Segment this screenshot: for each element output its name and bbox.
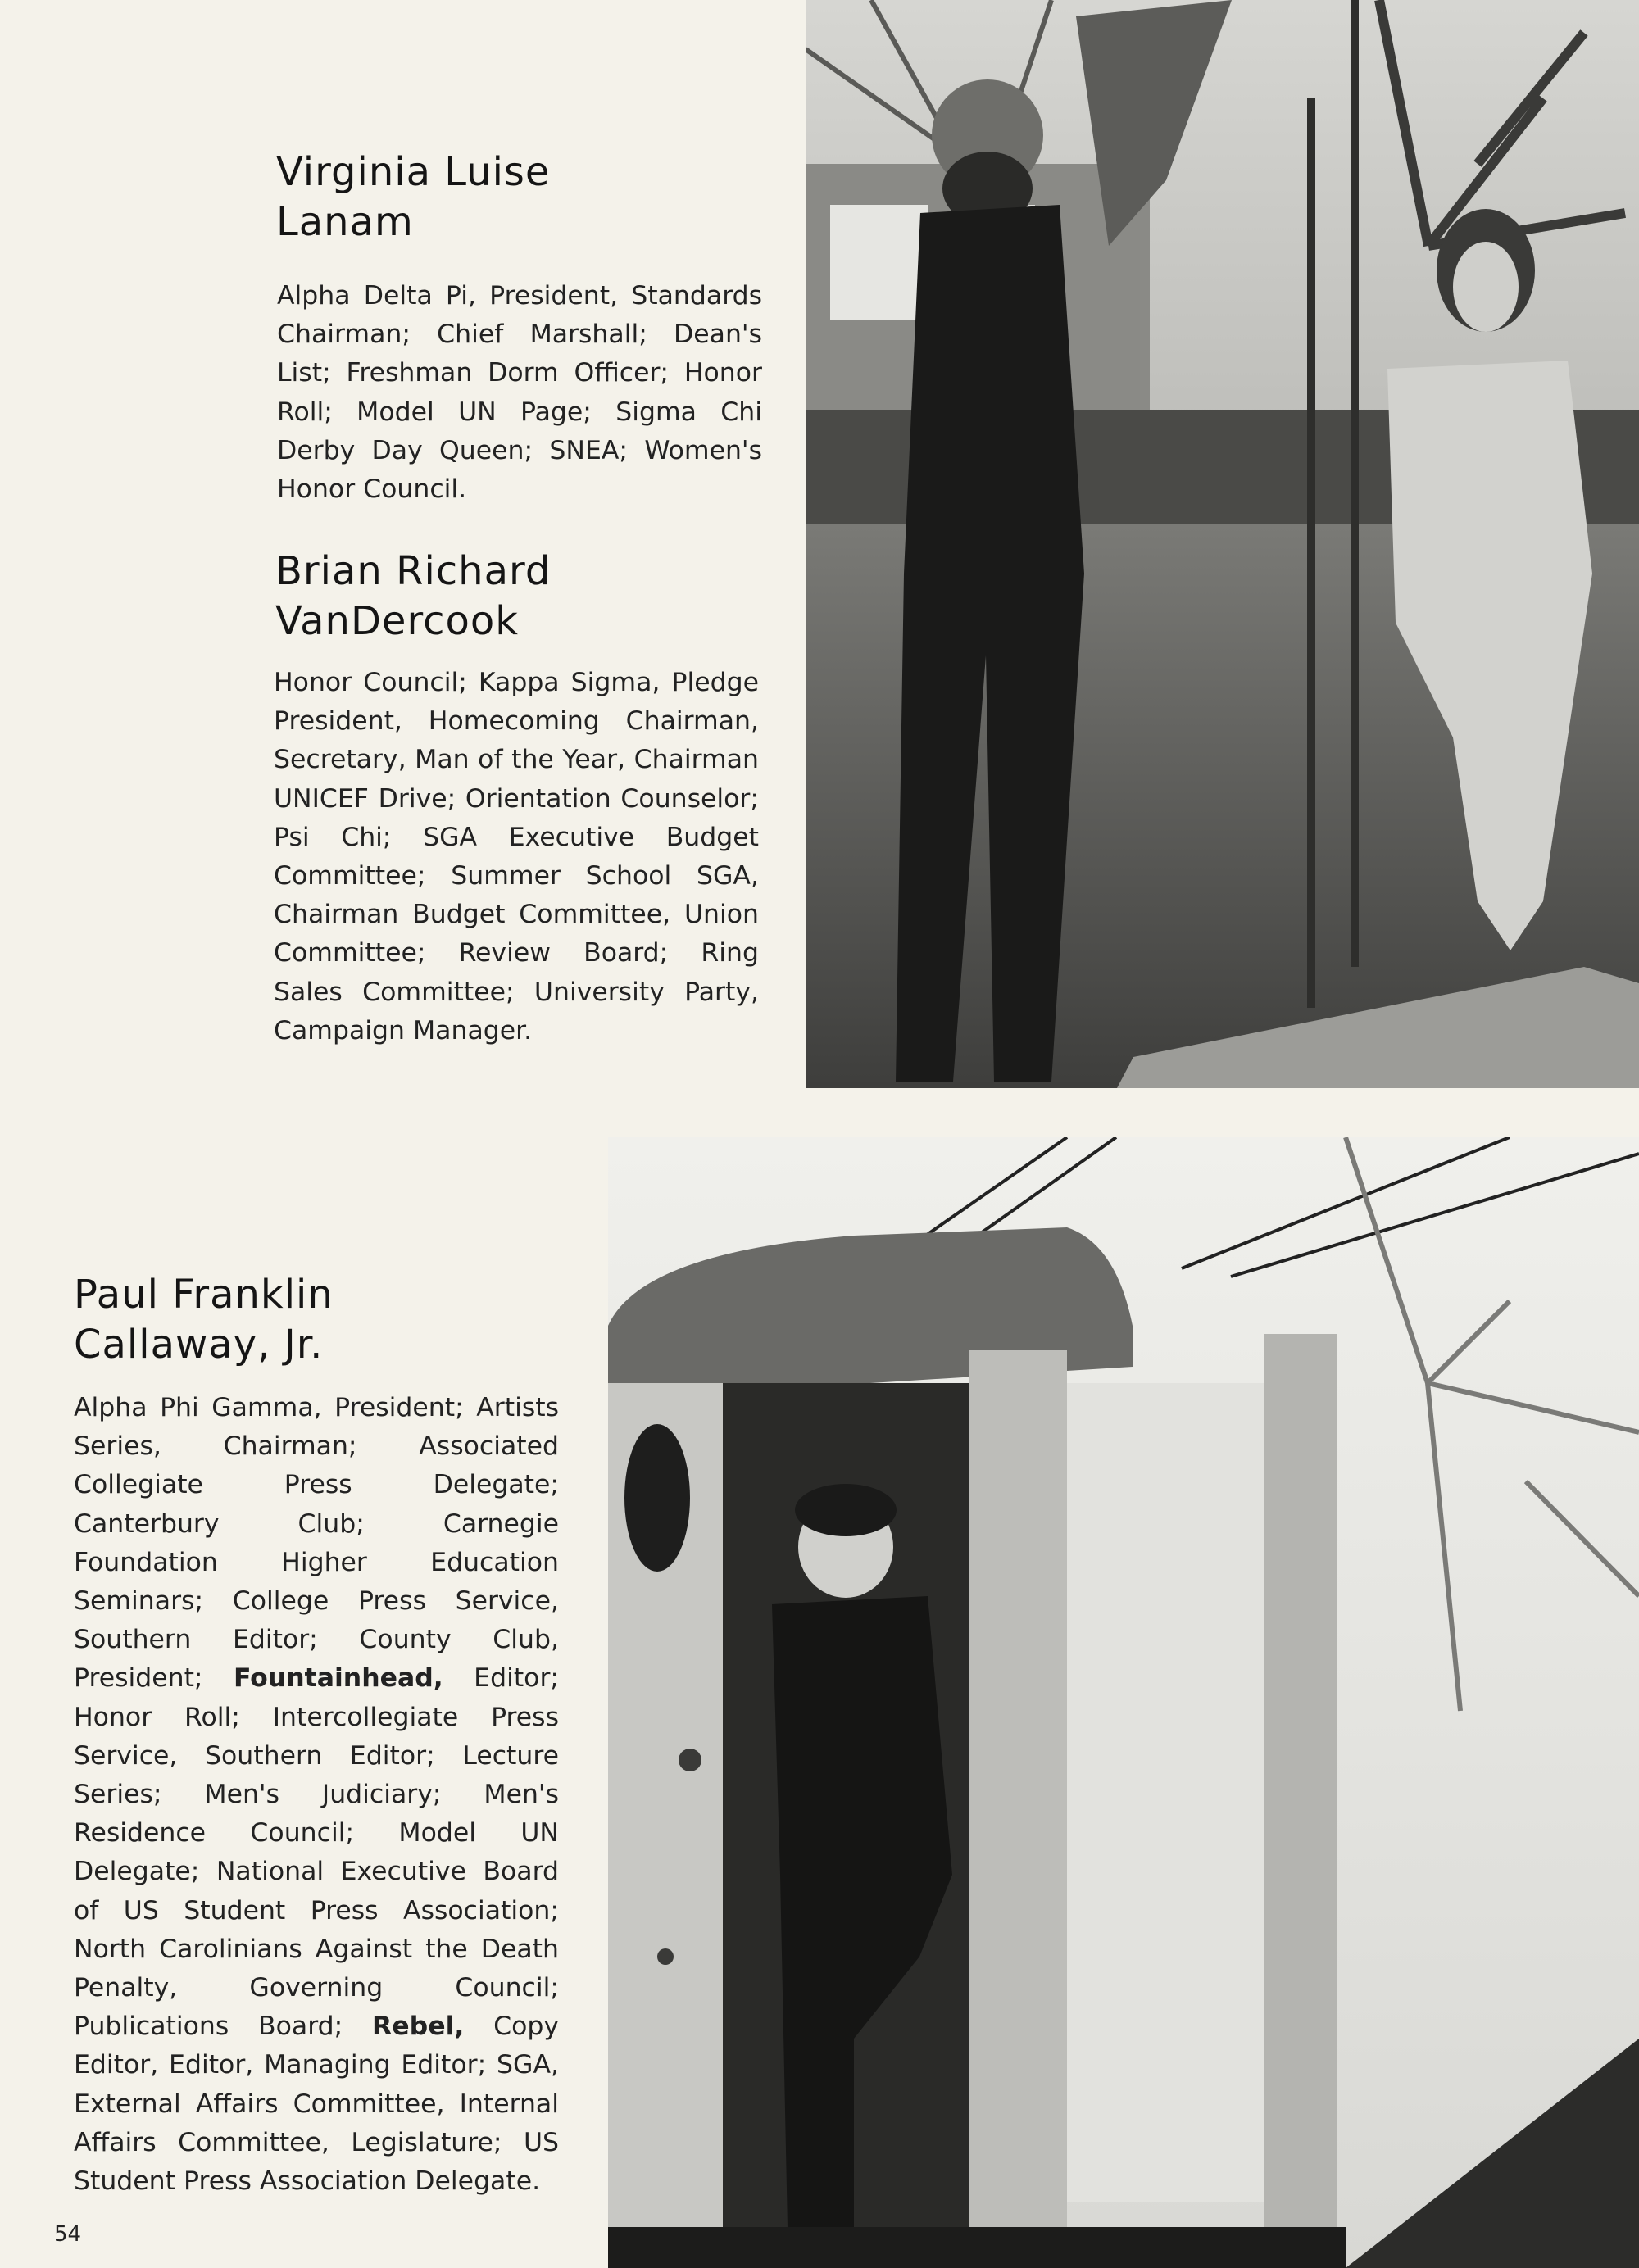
bio-text: Editor; Honor Roll; Intercollegiate Press Service, Southern Editor; Lecture Series; Men's Judiciary; Men's Residence Council; Model UN Delegate; National Executive Board of US Student Press Association; North Carolinians Against the Death Penalty, Governing Council; Publications Board; [74,1663,560,2042]
page-number: 54 [54,2222,82,2247]
photo-man-in-crane-cab [608,1137,1639,2268]
entry-name-lanam [276,147,550,247]
name-line-2: Lanam [276,199,414,245]
entry-name-vandercook [275,547,551,646]
entry-bio-vandercook: Honor Council; Kappa Sigma, Pledge President, Homecoming Chairman, Secretary, Man of the Year, Chairman UNICEF Drive; Orientation Counselor; Psi Chi; SGA Executive Budget Committee; Summer School SGA, Chairman Budget Committee, Union Committee; Review Board; Ring Sales Committee; University Party, Campaign Manager. [274,668,759,1046]
bio-text: Alpha Phi Gamma, President; Artists Series, Chairman; Associated Collegiate Press Delegate; Canterbury Club; Carnegie Foundation Higher Education Seminars; College Press Service, Southern Editor; County Club, President; [74,1393,559,1694]
name-line-1: Virginia Luise [276,149,551,195]
name-line-1: Brian Richard [275,548,552,594]
name-line-1: Paul Franklin [74,1272,334,1318]
entry-name-callaway [74,1270,334,1370]
name-line-2: VanDercook [275,598,520,644]
entry-bio-lanam: Alpha Delta Pi, President, Standards Chairman; Chief Marshall; Dean's List; Freshman Dorm Officer; Honor Roll; Model UN Page; Sigma Chi Derby Day Queen; SNEA; Women's Honor Council. [277,281,762,505]
name-line-2: Callaway, Jr. [74,1322,324,1368]
bio-text: Copy Editor, Editor, Managing Editor; SGA, External Affairs Committee, Internal Affairs Committee, Legislature; US Student Press Association Delegate. [74,2012,560,2197]
photo-couple-outdoors [806,0,1639,1088]
publication-name: Fountainhead, [233,1663,443,1694]
entry-bio-callaway [74,1389,559,2201]
publication-name: Rebel, [372,2012,465,2042]
